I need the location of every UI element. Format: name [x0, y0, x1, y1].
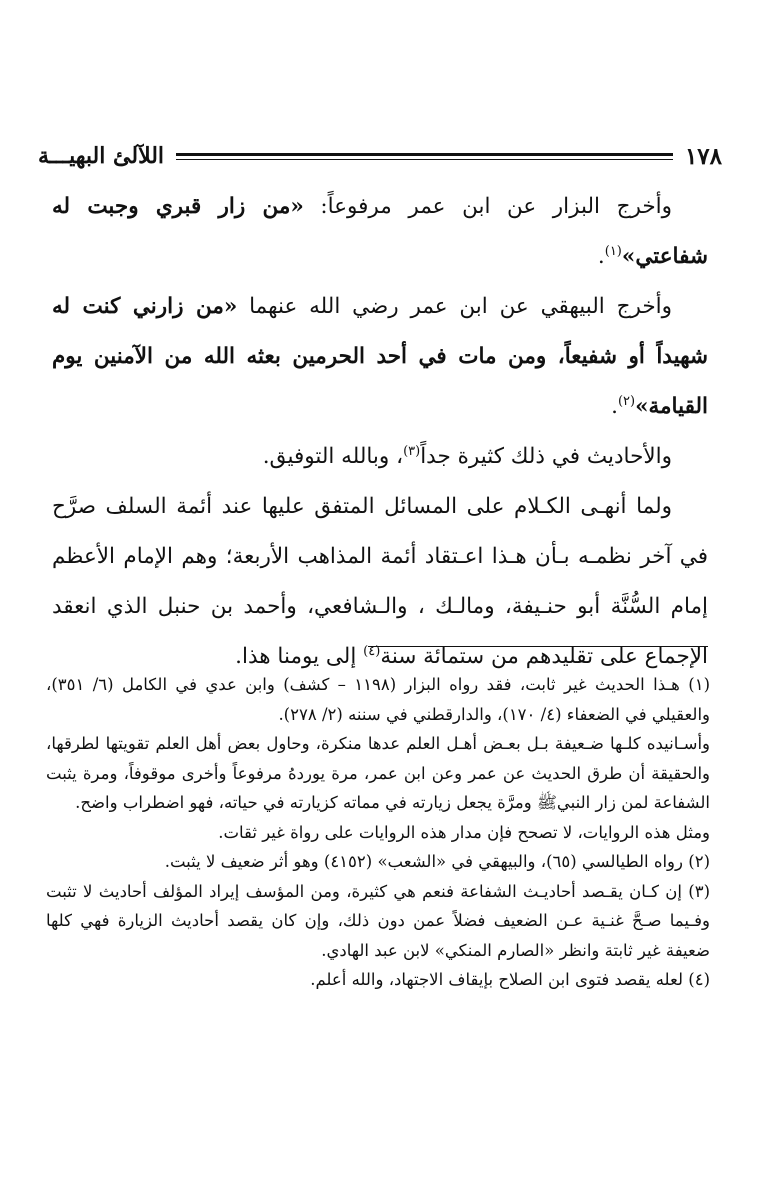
footnote-1: (١) هـذا الحديث غير ثابت، فقد رواه البزار (١١٩٨ – كشف) وابن عدي في الكامل (٦/ ٣٥١)، والعقيلي في الضعفاء (٤/ ١٧٠)، والدارقطني في سننه (٢/ ٢٧٨).: [46, 675, 710, 724]
footnote-1-continued: ومثل هذه الروايات، لا تصحح فإن مدار هذه الروايات على رواة غير ثقات.: [218, 822, 710, 842]
footnote-3: (٣) إن كـان يقـصد أحاديـث الشفاعة فنعم هي كثيرة، ومن المؤسف إيراد المؤلف أحاديث لا تثبت وفـيما صـحَّ غنـية عـن الضعيف فضلاً عمن دون ذلك، وإن كان يقصد أحاديث الزيارة فهي كلها ضعيفة غير ثابتة وانظر «الصارم المنكي» لابن عبد الهادي.: [46, 881, 710, 960]
hadith-quote: «من زار قبري وجبت له شفاعتي»: [52, 194, 708, 269]
paragraph-4: [52, 482, 708, 682]
footnotes: [46, 670, 710, 995]
footnote-1-continued: وأسـانيده كلـها ضـعيفة بـل بعـض أهـل العلم عدها منكرة، وحاول بعض أهل العلم تقويتها لطرقها، والحقيقة أن طرق الحديث عن عمر وعن ابن عمر، مرة يوردهُ مرفوعاً وأخرى موقوفاً، ومرة يثبت الشفاعة لمن زار النبيﷺ ومرَّة يجعل زيارته في مماته كزيارته في حياته، فهو اضطراب واضح.: [46, 734, 710, 812]
footnote-marker: (٣): [403, 443, 421, 459]
paragraph-text: والأحاديث في ذلك كثيرة جداً: [420, 444, 672, 469]
hadith-quote: «من زارني كنت له شهيداً أو شفيعاً، ومن مات في أحد الحرمين بعثه الله من الآمنين يوم القيامة»: [52, 294, 708, 419]
running-title: اللآلئ البهيـــة: [38, 143, 165, 169]
header-rule: [176, 153, 673, 160]
footnote-marker: (١): [604, 243, 622, 259]
paragraph-end: ، وبالله التوفيق.: [262, 444, 404, 469]
paragraph-text: وأخرج البيهقي عن ابن عمر رضي الله عنهما: [237, 294, 672, 319]
footnote-4: (٤) لعله يقصد فتوى ابن الصلاح بإيقاف الاجتهاد، والله أعلم.: [310, 970, 710, 989]
footnote-marker: (٢): [617, 393, 636, 409]
paragraph-text: ولما أنهـى الكـلام على المسائل المتفق عليها عند أئمة السلف صرَّح في آخر نظمـه بـأن هـذا اعـتقاد أئمة المذاهب الأربعة؛ وهم الإمام الأعظم إمام السُّنَّة أبو حنـيفة، ومالـك ، والـشافعي، وأحمد بن حنبل الذي انعقد الإجماع على تقليدهم من ستمائة سنة: [52, 494, 708, 669]
page-header: [38, 138, 722, 174]
paragraph-end: .: [611, 394, 618, 419]
paragraph-end: إلى يومنا هذا.: [235, 644, 364, 669]
paragraph-3: [52, 432, 708, 482]
page-number: ١٧٨: [684, 142, 722, 170]
footnote-separator: [368, 646, 708, 647]
footnote-marker: (٤): [363, 643, 381, 659]
main-text: [52, 182, 708, 682]
paragraph-end: .: [597, 244, 605, 269]
paragraph-1: [52, 182, 708, 282]
footnote-2: (٢) رواه الطيالسي (٦٥)، والبيهقي في «الشعب» (٤١٥٢) وهو أثر ضعيف لا يثبت.: [164, 852, 710, 871]
paragraph-2: [52, 282, 708, 432]
paragraph-text: وأخرج البزار عن ابن عمر مرفوعاً:: [303, 194, 672, 219]
